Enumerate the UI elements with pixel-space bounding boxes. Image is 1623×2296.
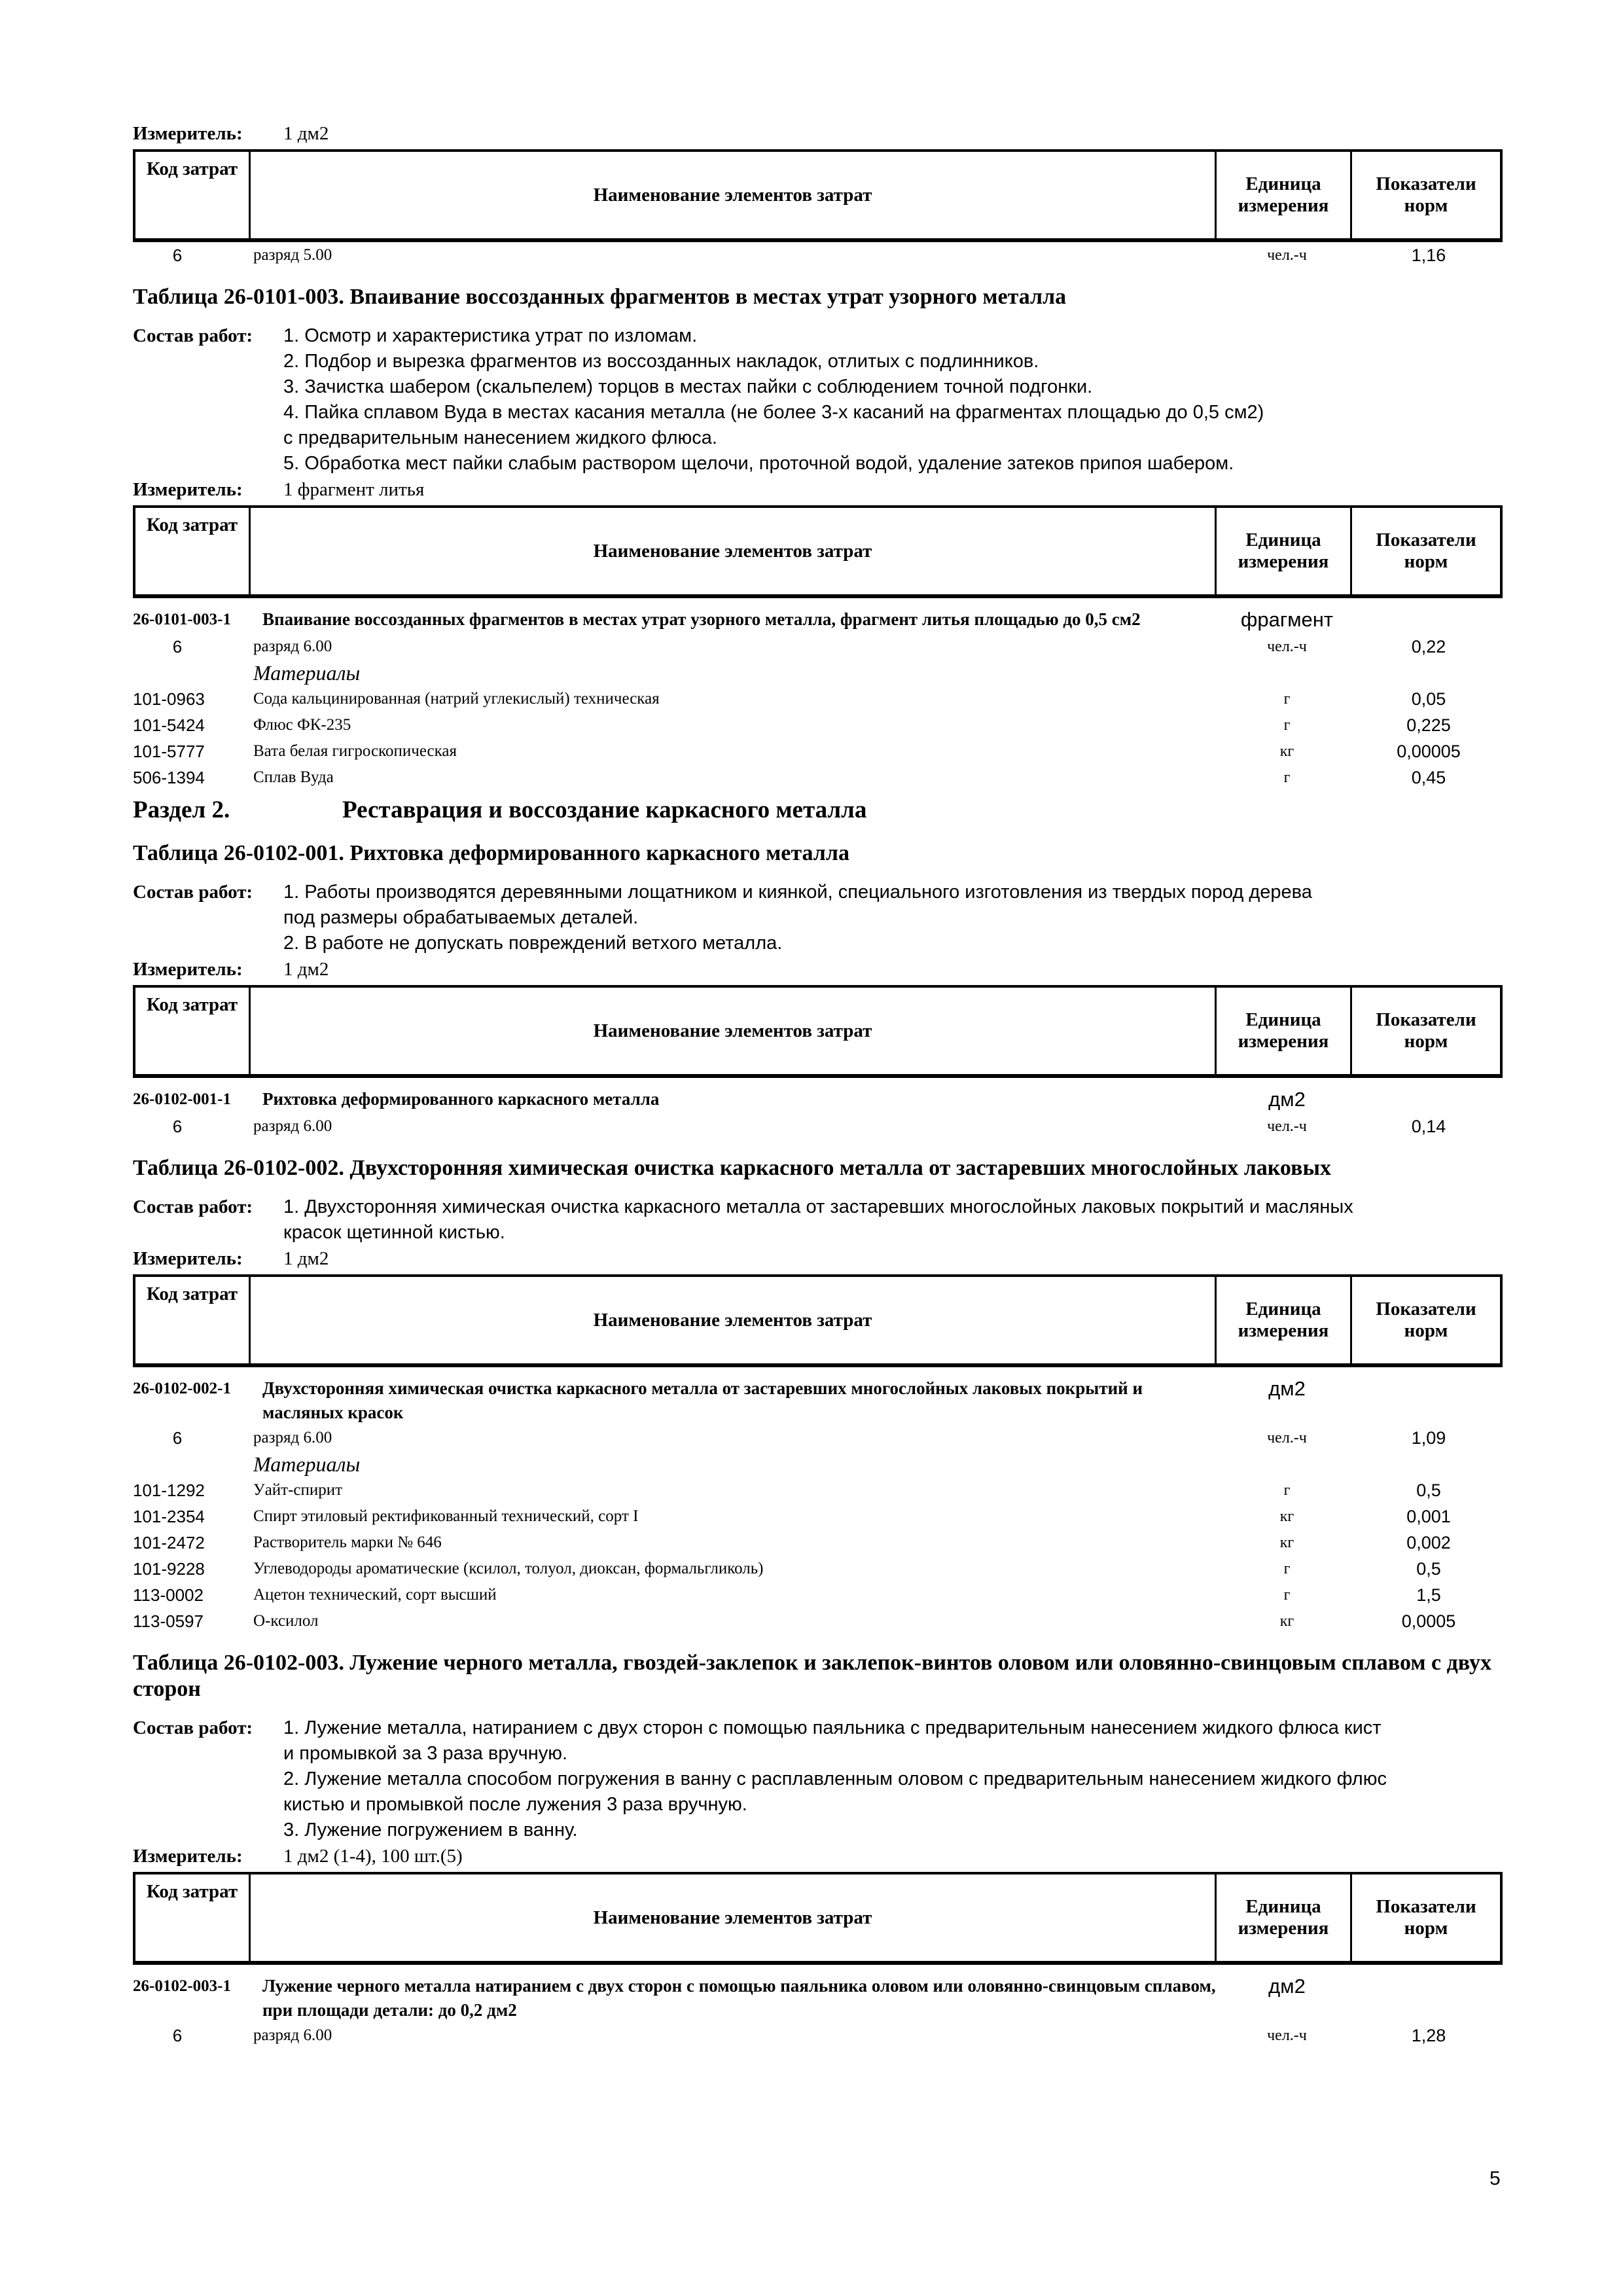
composition-label: Состав работ: — [133, 1717, 253, 1738]
row-norm: 0,05 — [1411, 689, 1446, 709]
header-name: Наименование элементов затрат — [251, 508, 1217, 594]
measure-value: 1 дм2 (1-4), 100 шт.(5) — [283, 1846, 463, 1867]
measure-line — [133, 122, 1503, 145]
header-norm: Показатели норм — [1376, 1009, 1476, 1052]
measure-line — [133, 1844, 1503, 1868]
row-unit: дм2 — [1268, 1377, 1306, 1400]
row-unit: дм2 — [1268, 1088, 1306, 1111]
composition-line: 3. Лужение погружением в ванну. — [283, 1820, 578, 1840]
row-unit: г — [1283, 717, 1291, 734]
work-composition — [133, 323, 1503, 476]
composition-items — [283, 880, 1312, 956]
table-main-row — [133, 607, 1503, 634]
header-unit: Единица измерения — [1217, 152, 1352, 238]
composition-line: 1. Лужение металла, натиранием с двух сторон с помощью паяльника с предварительным нанесением жидкого флюса кист — [283, 1717, 1382, 1738]
row-code: 6 — [172, 1428, 183, 1448]
row-unit: кг — [1279, 743, 1294, 760]
section-number: Раздел 2. — [133, 797, 230, 823]
row-name: Углеводороды ароматические (ксилол, толуол, диоксан, формальгликоль) — [253, 1560, 764, 1577]
document-page — [133, 122, 1503, 2049]
composition-label: Состав работ: — [133, 325, 253, 346]
table-row — [133, 1113, 1503, 1139]
row-code: 26-0102-002-1 — [133, 1380, 231, 1397]
row-code: 101-5777 — [133, 742, 205, 761]
composition-line: 2. Подбор и вырезка фрагментов из воссозданных накладок, отлитых с подлинников. — [283, 351, 1039, 372]
table-row — [133, 634, 1503, 660]
table-row — [133, 1608, 1503, 1634]
row-unit: г — [1283, 1560, 1291, 1577]
row-code: 101-2472 — [133, 1533, 205, 1552]
row-name: Вата белая гигроскопическая — [253, 742, 457, 760]
row-code: 101-0963 — [133, 689, 205, 709]
table-header — [133, 1274, 1503, 1367]
row-name: разряд 6.00 — [253, 1429, 332, 1446]
row-norm — [1355, 1376, 1503, 1425]
row-name: Флюс ФК-235 — [253, 716, 351, 734]
table-row — [133, 1477, 1503, 1503]
composition-line: красок щетинной кистью. — [283, 1222, 505, 1243]
row-name: разряд 6.00 — [253, 1117, 332, 1135]
row-name: Двухсторонняя химическая очистка каркасного металла от застаревших многослойных лаковых покрытий и масляных красок — [262, 1378, 1143, 1422]
measure-label: Измеритель: — [133, 1846, 243, 1867]
row-unit: чел.-ч — [1267, 2027, 1307, 2044]
row-code: 101-2354 — [133, 1507, 205, 1526]
row-norm: 0,5 — [1416, 1559, 1441, 1579]
row-name: Лужение черного металла натиранием с двух сторон с помощью паяльника оловом или оловянно-свинцовым сплавом, при площади детали: до 0,2 дм2 — [262, 1976, 1216, 2020]
table-row — [133, 1582, 1503, 1608]
table-title: Таблица 26-0101-003. Впаивание воссозданных фрагментов в местах утрат узорного металла — [133, 285, 1067, 309]
table-header — [133, 505, 1503, 598]
row-name: Рихтовка деформированного каркасного металла — [262, 1089, 660, 1109]
table-row — [133, 1425, 1503, 1451]
measure-label: Измеритель: — [133, 479, 243, 500]
composition-line: 2. Лужение металла способом погружения в ванну с расплавленным оловом с предварительным нанесением жидкого флюс — [283, 1768, 1387, 1789]
measure-value: 1 фрагмент литья — [283, 479, 425, 500]
row-name: Сплав Вуда — [253, 768, 334, 786]
row-code: 6 — [172, 637, 183, 656]
table-main-row — [133, 1376, 1503, 1425]
table-row — [133, 686, 1503, 712]
table-title: Таблица 26-0102-003. Лужение черного металла, гвоздей-заклепок и заклепок-винтов оловом или оловянно-свинцовым сплавом с двух сторон — [133, 1651, 1491, 1701]
row-norm: 1,09 — [1411, 1428, 1446, 1448]
work-composition — [133, 1715, 1503, 1843]
header-name: Наименование элементов затрат — [251, 988, 1217, 1074]
composition-line: 3. Зачистка шабером (скальпелем) торцов в местах пайки с соблюдением точной подгонки. — [283, 376, 1093, 397]
measure-value: 1 дм2 — [283, 1248, 329, 1269]
work-composition — [133, 880, 1503, 956]
row-norm — [1355, 607, 1503, 634]
row-name: Растворитель марки № 646 — [253, 1534, 442, 1551]
row-name: разряд 5.00 — [253, 246, 332, 264]
row-norm: 0,225 — [1406, 715, 1451, 735]
composition-label: Состав работ: — [133, 1196, 253, 1217]
header-code: Код затрат — [135, 988, 251, 1074]
row-name: Ацетон технический, сорт высший — [253, 1586, 497, 1604]
composition-line: 5. Обработка мест пайки слабым раствором щелочи, проточной водой, удаление затеков припоя шабером. — [283, 453, 1234, 474]
table-title: Таблица 26-0102-001. Рихтовка деформированного каркасного металла — [133, 841, 849, 865]
row-code: 26-0101-003-1 — [133, 611, 231, 628]
measure-line — [133, 1247, 1503, 1270]
header-code: Код затрат — [135, 1874, 251, 1961]
row-unit: чел.-ч — [1267, 638, 1307, 655]
row-code: 113-0597 — [133, 1611, 204, 1631]
row-name: Сода кальцинированная (натрий углекислый) техническая — [253, 690, 660, 708]
materials-label: Материалы — [253, 661, 361, 685]
row-code: 6 — [172, 1117, 183, 1136]
header-unit: Единица измерения — [1217, 988, 1352, 1074]
measure-value: 1 дм2 — [283, 123, 329, 144]
composition-line: под размеры обрабатываемых деталей. — [283, 907, 639, 928]
header-unit: Единица измерения — [1217, 1874, 1352, 1961]
table-row — [133, 1530, 1503, 1556]
table-row — [133, 2022, 1503, 2049]
row-norm — [1355, 1974, 1503, 2022]
row-norm: 0,00005 — [1397, 742, 1461, 761]
composition-line: 2. В работе не допускать повреждений ветхого металла. — [283, 933, 783, 954]
composition-line: и промывкой за 3 раза вручную. — [283, 1743, 568, 1764]
header-name: Наименование элементов затрат — [251, 152, 1217, 238]
section-heading — [133, 796, 1503, 825]
measure-value: 1 дм2 — [283, 959, 329, 980]
measure-label: Измеритель: — [133, 1248, 243, 1269]
row-code: 101-1292 — [133, 1480, 205, 1500]
composition-items — [283, 323, 1264, 476]
row-norm: 0,22 — [1411, 637, 1446, 656]
row-name: Спирт этиловый ректификованный технический, сорт I — [253, 1507, 639, 1525]
header-norm: Показатели норм — [1376, 1299, 1476, 1341]
row-code: 506-1394 — [133, 768, 205, 787]
table-row — [133, 1503, 1503, 1530]
row-unit: г — [1283, 769, 1291, 786]
header-unit: Единица измерения — [1217, 1277, 1352, 1363]
header-code: Код затрат — [135, 1277, 251, 1363]
row-code: 101-9228 — [133, 1559, 205, 1579]
composition-line: 1. Осмотр и характеристика утрат по изломам. — [283, 325, 698, 346]
row-code: 101-5424 — [133, 715, 205, 735]
table-row — [133, 738, 1503, 764]
row-code — [133, 1451, 248, 1477]
header-unit: Единица измерения — [1217, 508, 1352, 594]
header-code: Код затрат — [135, 508, 251, 594]
row-code: 26-0102-001-1 — [133, 1090, 231, 1108]
composition-line: 4. Пайка сплавом Вуда в местах касания металла (не более 3-х касаний на фрагментах площадью до 0,5 см2) — [283, 402, 1264, 423]
table-header — [133, 985, 1503, 1078]
composition-items — [283, 1715, 1387, 1843]
row-norm — [1355, 1087, 1503, 1113]
row-name: разряд 6.00 — [253, 637, 332, 655]
materials-heading-row — [133, 660, 1503, 686]
row-name: Уайт-спирит — [253, 1481, 343, 1499]
measure-label: Измеритель: — [133, 959, 243, 980]
materials-label: Материалы — [253, 1452, 361, 1476]
row-unit: чел.-ч — [1267, 247, 1307, 264]
composition-line: 1. Двухсторонняя химическая очистка каркасного металла от застаревших многослойных лаковых покрытий и масляных — [283, 1196, 1353, 1217]
row-norm: 1,16 — [1411, 245, 1446, 265]
header-name: Наименование элементов затрат — [251, 1277, 1217, 1363]
row-norm: 0,45 — [1411, 768, 1446, 787]
header-code: Код затрат — [135, 152, 251, 238]
header-name: Наименование элементов затрат — [251, 1874, 1217, 1961]
table-row — [133, 242, 1503, 268]
measure-label: Измеритель: — [133, 123, 243, 144]
row-unit: кг — [1279, 1508, 1294, 1525]
row-name: О-ксилол — [253, 1612, 319, 1630]
composition-line: с предварительным нанесением жидкого флюса. — [283, 427, 717, 448]
table-row — [133, 1556, 1503, 1582]
row-code: 6 — [172, 245, 183, 265]
materials-heading-row — [133, 1451, 1503, 1477]
row-unit: фрагмент — [1240, 608, 1334, 631]
table-header — [133, 149, 1503, 242]
header-norm: Показатели норм — [1376, 1896, 1476, 1939]
row-norm: 1,5 — [1416, 1585, 1441, 1605]
table-title: Таблица 26-0102-002. Двухсторонняя химическая очистка каркасного металла от застаревших многослойных лаковых — [133, 1156, 1331, 1180]
row-unit: кг — [1279, 1613, 1294, 1630]
table-row — [133, 764, 1503, 791]
work-composition — [133, 1194, 1503, 1246]
row-unit: кг — [1279, 1534, 1294, 1551]
row-unit: г — [1283, 1482, 1291, 1499]
row-norm: 0,001 — [1406, 1507, 1451, 1526]
row-unit: г — [1283, 1587, 1291, 1604]
row-unit: чел.-ч — [1267, 1429, 1307, 1446]
row-norm: 0,002 — [1406, 1533, 1451, 1552]
row-unit: г — [1283, 691, 1291, 708]
table-header — [133, 1872, 1503, 1965]
row-code: 6 — [172, 2026, 183, 2045]
row-code: 113-0002 — [133, 1585, 204, 1605]
measure-line — [133, 478, 1503, 501]
header-norm: Показатели норм — [1376, 529, 1476, 572]
composition-line: 1. Работы производятся деревянными лощатником и киянкой, специального изготовления из твердых пород дерева — [283, 882, 1312, 903]
page-number: 5 — [1489, 2168, 1501, 2189]
composition-label: Состав работ: — [133, 882, 253, 903]
row-code: 26-0102-003-1 — [133, 1977, 231, 1995]
table-main-row — [133, 1087, 1503, 1113]
section-title: Реставрация и воссоздание каркасного металла — [342, 797, 867, 823]
table-row — [133, 712, 1503, 738]
row-norm: 0,5 — [1416, 1480, 1441, 1500]
header-norm: Показатели норм — [1376, 173, 1476, 216]
composition-line: кистью и промывкой после лужения 3 раза вручную. — [283, 1794, 747, 1815]
composition-items — [283, 1194, 1353, 1246]
row-unit: чел.-ч — [1267, 1118, 1307, 1135]
row-norm: 1,28 — [1411, 2026, 1446, 2045]
row-name: разряд 6.00 — [253, 2026, 332, 2044]
table-main-row — [133, 1974, 1503, 2022]
row-name: Впаивание воссозданных фрагментов в местах утрат узорного металла, фрагмент литья площадью до 0,5 см2 — [262, 609, 1141, 629]
row-code — [133, 660, 248, 686]
row-unit: дм2 — [1268, 1975, 1306, 1998]
row-norm: 0,14 — [1411, 1117, 1446, 1136]
row-norm: 0,0005 — [1401, 1611, 1456, 1631]
measure-line — [133, 958, 1503, 981]
